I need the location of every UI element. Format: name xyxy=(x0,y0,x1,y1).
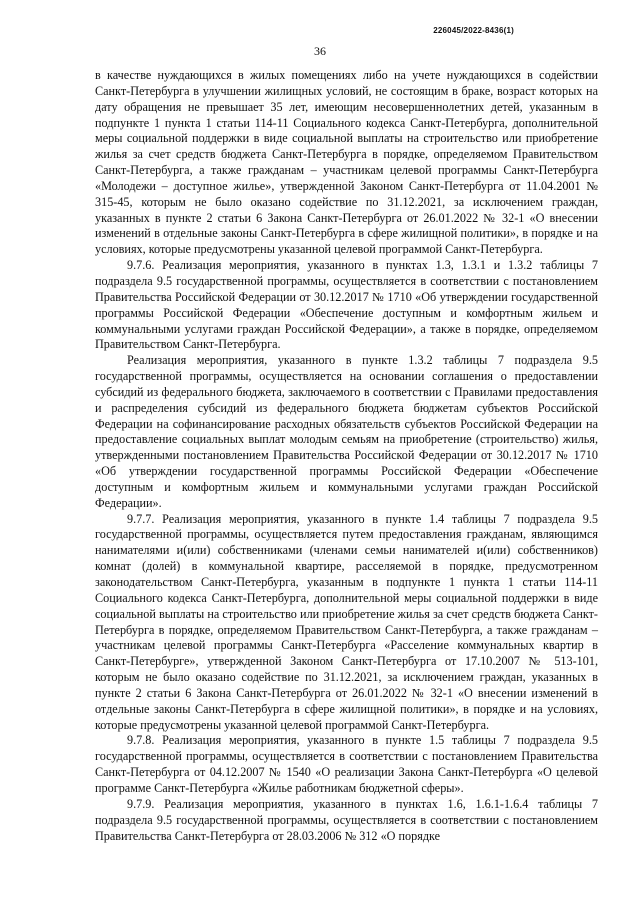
paragraph-9-7-7: 9.7.7. Реализация мероприятия, указанного в пункте 1.4 таблицы 7 подраздела 9.5 государственной программы, осуществляется путем предоставления гражданам, являющимся нанимателями и(или) собственниками (членами семьи нанимателей и(или) собственников) комнат (долей) в коммунальной квартире, расселяемой в порядке, предусмотренном законодательством Санкт-Петербурга, указанным в подпункте 1 пункта 1 статьи 114-11 Социального кодекса Санкт-Петербурга, дополнительной меры социальной поддержки в виде социальной выплаты на строительство или приобретение жилья за счет средств бюджета Санкт-Петербурга в порядке, определяемом Правительством Санкт-Петербурга, а также гражданам – участникам целевой программы Санкт-Петербурга «Расселение коммунальных квартир в Санкт-Петербурге», утвержденной Законом Санкт-Петербурга от 17.10.2007 № 513-101, которым не было оказано содействие по 31.12.2021, за исключением граждан, указанных в пункте 2 статьи 6 Закона Санкт-Петербурга от 26.01.2022 № 32-1 «О внесении изменений в отдельные законы Санкт-Петербурга в сфере жилищной политики», в порядке и на условиях, которые предусмотрены указанной целевой программой Санкт-Петербурга. xyxy=(95,511,598,732)
document-body xyxy=(95,68,598,844)
paragraph-9-7-8: 9.7.8. Реализация мероприятия, указанного в пункте 1.5 таблицы 7 подраздела 9.5 государственной программы, осуществляется в соответствии с постановлением Правительства Санкт-Петербурга от 04.12.2007 № 1540 «О реализации Закона Санкт-Петербурга «О целевой программе Санкт-Петербурга «Жилье работникам бюджетной сферы». xyxy=(95,733,598,795)
document-registration-number: 226045/2022-8436(1) xyxy=(433,26,514,35)
paragraph-9-7-6: 9.7.6. Реализация мероприятия, указанного в пунктах 1.3, 1.3.1 и 1.3.2 таблицы 7 подраздела 9.5 государственной программы, осуществляется в соответствии с постановлением Правительства Российской Федерации от 30.12.2017 № 1710 «Об утверждении государственной программы Российской Федерации «Обеспечение доступным и комфортным жильем и коммунальными услугами граждан Российской Федерации», а также в порядке, определяемом Правительством Санкт-Петербурга. xyxy=(95,258,598,352)
paragraph-9-7-6-subsidy: Реализация мероприятия, указанного в пункте 1.3.2 таблицы 7 подраздела 9.5 государственной программы, осуществляется на основании соглашения о предоставлении субсидий из федерального бюджета, заключаемого в соответствии с Правилами предоставления и распределения субсидий из федерального бюджета бюджетам субъектов Российской Федерации на софинансирование расходных обязательств субъектов Российской Федерации на предоставление социальных выплат молодым семьям на приобретение (строительство) жилья, утвержденными постановлением Правительства Российской Федерации от 30.12.2017 № 1710 «Об утверждении государственной программы Российской Федерации «Обеспечение доступным и комфортным жильем и коммунальными услугами граждан Российской Федерации». xyxy=(95,353,598,510)
page-number: 36 xyxy=(314,44,326,58)
paragraph-9-7-9: 9.7.9. Реализация мероприятия, указанного в пунктах 1.6, 1.6.1-1.6.4 таблицы 7 подраздела 9.5 государственной программы, осуществляется в соответствии с постановлением Правительства Санкт-Петербурга от 28.03.2006 № 312 «О порядке xyxy=(95,796,598,843)
paragraph-continuation: в качестве нуждающихся в жилых помещениях либо на учете нуждающихся в содействии Санкт-Петербурга в улучшении жилищных условий, не состоящим в браке, возраст которых на дату обращения не превышает 35 лет, имеющим несовершеннолетних детей, указанным в подпункте 1 пункта 1 статьи 114-11 Социального кодекса Санкт-Петербурга, дополнительной меры социальной поддержки в виде социальной выплаты на строительство или приобретение жилья за счет средств бюджета Санкт-Петербурга в порядке, определяемом Правительством Санкт-Петербурга, а также гражданам – участникам целевой программы Санкт-Петербурга «Молодежи – доступное жилье», утвержденной Законом Санкт-Петербурга от 11.04.2001 № 315-45, которым не было оказано содействие по 31.12.2021, за исключением граждан, указанных в пункте 2 статьи 6 Закона Санкт-Петербурга от 26.01.2022 № 32-1 «О внесении изменений в отдельные законы Санкт-Петербурга в сфере жилищной политики», в порядке и на условиях, которые предусмотрены указанной целевой программой Санкт-Петербурга. xyxy=(95,68,598,257)
